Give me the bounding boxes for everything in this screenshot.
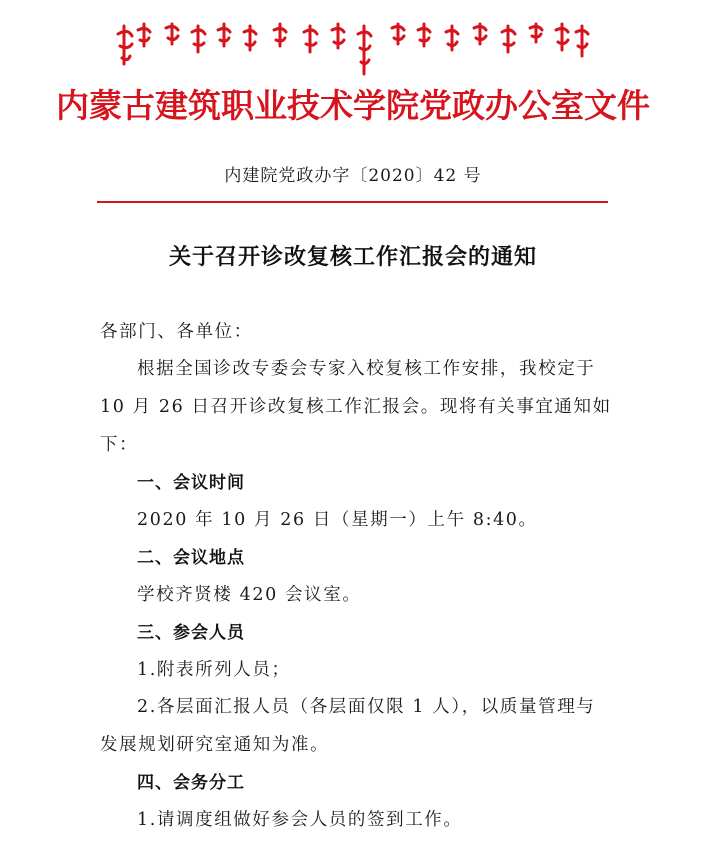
- section-text-attendees-3: 发展规划研究室通知为准。: [100, 735, 330, 755]
- salutation: 各部门、各单位：: [100, 322, 253, 342]
- section-text-time: 2020 年 10 月 26 日（星期一）上午 8:40。: [137, 510, 538, 530]
- intro-line-3: 下：: [100, 435, 139, 455]
- document-number: 内建院党政办字〔2020〕42 号: [224, 166, 482, 186]
- section-heading-time: 一、会议时间: [137, 473, 245, 493]
- section-text-attendees-1: 1.附表所列人员；: [137, 660, 291, 680]
- section-heading-location: 二、会议地点: [137, 548, 245, 568]
- section-text-attendees-2: 2.各层面汇报人员（各层面仅限 1 人），以质量管理与: [137, 697, 596, 717]
- notice-title: 关于召开诊改复核工作汇报会的通知: [168, 245, 537, 270]
- section-text-duties-1: 1.请调度组做好参会人员的签到工作。: [137, 810, 463, 830]
- section-heading-duties: 四、会务分工: [137, 773, 245, 793]
- section-text-location: 学校齐贤楼 420 会议室。: [137, 585, 362, 605]
- intro-line-2: 10 月 26 日召开诊改复核工作汇报会。现将有关事宜通知如: [100, 397, 612, 417]
- issuing-office-title: 内蒙古建筑职业技术学院党政办公室文件: [56, 86, 650, 125]
- section-heading-attendees: 三、参会人员: [137, 623, 245, 643]
- mongolian-script-header: [112, 16, 590, 76]
- red-divider: [97, 201, 608, 203]
- intro-line-1: 根据全国诊改专委会专家入校复核工作安排，我校定于: [137, 359, 596, 379]
